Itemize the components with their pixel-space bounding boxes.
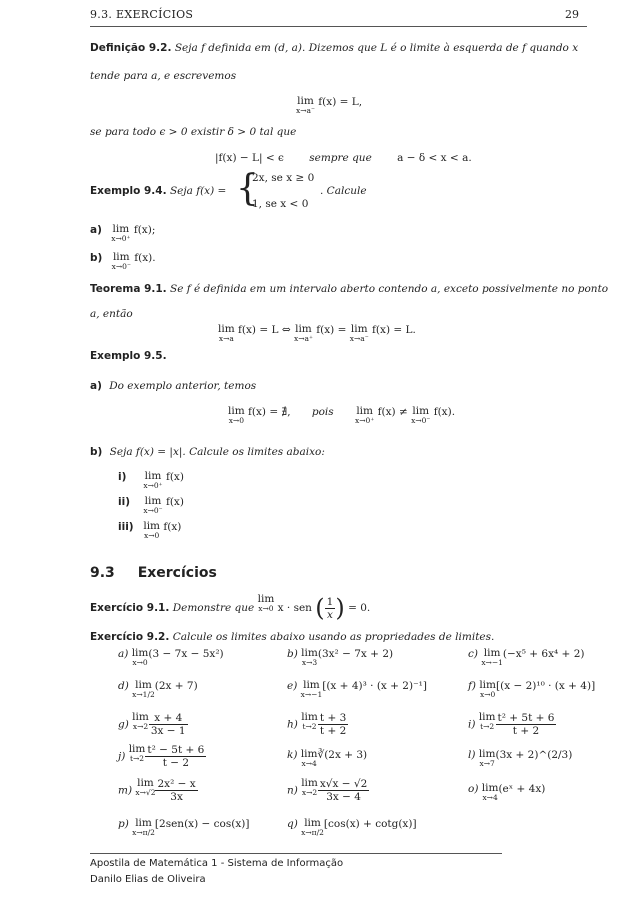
footer-line-2: Danilo Elias de Oliveira	[90, 874, 206, 885]
exercise-l: l) lim x→7 (3x + 2)^(2/3)	[468, 748, 573, 768]
lim-operator: lim x→0	[257, 593, 275, 613]
formula-part-2: f(x) ≠	[377, 406, 408, 418]
lim-operator: lim x→a	[218, 323, 235, 343]
ineq-right: a − δ < x < a.	[397, 152, 472, 164]
definition-text-2: tende para a, e escrevemos	[90, 70, 237, 82]
ineq-middle: sempre que	[309, 152, 372, 164]
example-text: Seja f(x) =	[169, 185, 227, 197]
sub-item-label: i)	[118, 471, 127, 483]
definition-formula-expr: f(x) = L,	[318, 96, 363, 108]
piecewise-brace: {	[236, 168, 259, 209]
item-label: a)	[90, 224, 102, 236]
definition-condition: se para todo ϵ > 0 existir δ > 0 tal que	[90, 126, 297, 138]
theorem-text-1: Se f é definida em um intervalo aberto contendo a, exceto possivelmente no ponto	[170, 283, 609, 295]
definition-9-2	[90, 42, 578, 54]
exercise-9-2	[90, 631, 494, 643]
sub-item-label: iii)	[118, 521, 134, 533]
section-title: Exercícios	[137, 565, 217, 581]
exercise-j: j) lim t→2 $\frac{\text{t² − 5t + 6}}{t - 2}$	[118, 743, 205, 769]
sub-item-expr: f(x)	[165, 496, 184, 508]
example-9-5-b-ii	[118, 496, 184, 515]
exercise-text: Calcule os limites abaixo usando as propriedades de limites.	[172, 631, 495, 643]
exercise-k: k) lim x→4 ∛(2x + 3)	[287, 748, 368, 768]
sub-item-expr: f(x)	[165, 471, 184, 483]
running-header-section: 9.3. EXERCÍCIOS	[90, 8, 194, 21]
theorem-f3: f(x) = L.	[372, 324, 416, 336]
theorem-f1: f(x) = L ⇔	[238, 324, 291, 336]
example-9-5-b	[90, 446, 325, 458]
sub-item-expr: f(x)	[163, 521, 182, 533]
example-9-4-b	[90, 252, 156, 271]
section-number: 9.3	[90, 565, 115, 581]
example-9-4-a	[90, 224, 155, 243]
definition-label: Definição 9.2.	[90, 42, 172, 54]
lim-operator: lim x→0⁺	[111, 223, 131, 243]
exercise-c: c) lim x→−1 (−x⁵ + 6x⁴ + 2)	[468, 647, 585, 667]
exercise-b: b) lim x→3 (3x² − 7x + 2)	[287, 647, 394, 667]
lim-operator: lim x→a⁻	[349, 323, 369, 343]
example-9-5-label: Exemplo 9.5.	[90, 350, 167, 362]
lim-operator: lim x→0⁻	[111, 251, 131, 271]
item-expr: f(x).	[134, 252, 156, 264]
definition-inequality	[215, 152, 472, 164]
theorem-label: Teorema 9.1.	[90, 283, 167, 295]
exercise-h: h) lim t→2 $\frac{t + 3}{t + 2}$	[287, 711, 347, 737]
footer-line-1: Apostila de Matemática 1 - Sistema de Informação	[90, 858, 344, 869]
exercise-9-1	[90, 594, 370, 622]
example-9-5-a-formula	[228, 406, 455, 425]
definition-text-1: Seja f definida em (d, a). Dizemos que L é o limite à esquerda de f quando x	[174, 42, 579, 54]
piecewise-case-2: 1, se x < 0	[252, 198, 309, 210]
exercise-expr: x · sen	[277, 602, 312, 614]
page-number: 29	[565, 8, 579, 21]
exercise-label: Exercício 9.1.	[90, 602, 170, 614]
example-9-5-b-i	[118, 471, 184, 490]
paren-right: )	[335, 594, 345, 622]
exercise-e: e) lim x→−1 [(x + 4)³ · (x + 2)⁻¹]	[287, 679, 427, 699]
example-label: Exemplo 9.4.	[90, 185, 167, 197]
example-calc: . Calcule	[320, 185, 367, 197]
example-9-5-b-iii	[118, 521, 181, 540]
theorem-f2: f(x) =	[316, 324, 347, 336]
lim-operator: lim x→0	[143, 520, 161, 540]
example-9-4	[90, 185, 226, 197]
lim-operator: lim x→a⁻	[296, 95, 315, 115]
lim-operator: lim x→0⁻	[143, 495, 163, 515]
item-label: b)	[90, 446, 103, 458]
formula-part-1: f(x) = ∄,	[248, 406, 291, 418]
exercise-i: i) lim t→2 $\frac{\text{t² + 5t + 6}}{t + 2}$	[468, 711, 555, 737]
exercise-d: d) lim x→1/2 (2x + 7)	[118, 679, 198, 699]
fraction: $\frac{1}{x}$	[326, 595, 334, 621]
exercise-n: n) lim x→2 $\frac{x√x - √2}{3x - 4}$	[287, 777, 368, 803]
item-label: b)	[90, 252, 103, 264]
exercise-q: q) lim x→π/2 [cos(x) + cotg(x)]	[287, 817, 417, 837]
footer-rule	[90, 853, 502, 854]
exercise-m: m) lim x→√2 $\frac{\text{2x² − x}}{3x}$	[118, 777, 196, 803]
header-rule	[90, 26, 587, 27]
exercise-f: f) lim x→0 [(x − 2)¹⁰ · (x + 4)]	[468, 679, 596, 699]
formula-part-3: f(x).	[433, 406, 456, 418]
theorem-text-2: a, então	[90, 308, 133, 320]
paren-left: (	[315, 594, 325, 622]
exercise-o: o) lim x→4 (eˣ + 4x)	[468, 782, 546, 802]
lim-operator: lim x→0⁺	[143, 470, 163, 490]
item-label: a)	[90, 380, 102, 392]
exercise-p: p) lim x→π/2 [2sen(x) − cos(x)]	[118, 817, 250, 837]
exercise-tail: = 0.	[348, 602, 371, 614]
lim-operator: lim x→a⁺	[293, 323, 313, 343]
ineq-left: |f(x) − L| < ϵ	[215, 152, 284, 164]
exercise-label: Exercício 9.2.	[90, 631, 170, 643]
item-expr: f(x);	[133, 224, 156, 236]
definition-formula	[296, 96, 362, 115]
piecewise-case-1: 2x, se x ≥ 0	[252, 172, 315, 184]
exercise-text: Demonstre que	[172, 602, 255, 614]
section-heading	[90, 565, 217, 581]
lim-operator: lim x→0⁻	[411, 405, 431, 425]
example-9-5-a	[90, 380, 256, 392]
item-text: Seja f(x) = |x|. Calcule os limites abaixo:	[109, 446, 325, 458]
exercise-a: a) lim x→0 (3 − 7x − 5x²)	[118, 647, 224, 667]
exercise-g: g) lim x→2 $\frac{x + 4}{3x - 1}$	[118, 711, 186, 737]
item-text: Do exemplo anterior, temos	[109, 380, 257, 392]
theorem-9-1	[90, 283, 608, 295]
theorem-formula	[218, 324, 416, 343]
lim-operator: lim x→0	[228, 405, 245, 425]
lim-operator: lim x→0⁺	[355, 405, 375, 425]
formula-pois: pois	[311, 406, 334, 418]
sub-item-label: ii)	[118, 496, 130, 508]
